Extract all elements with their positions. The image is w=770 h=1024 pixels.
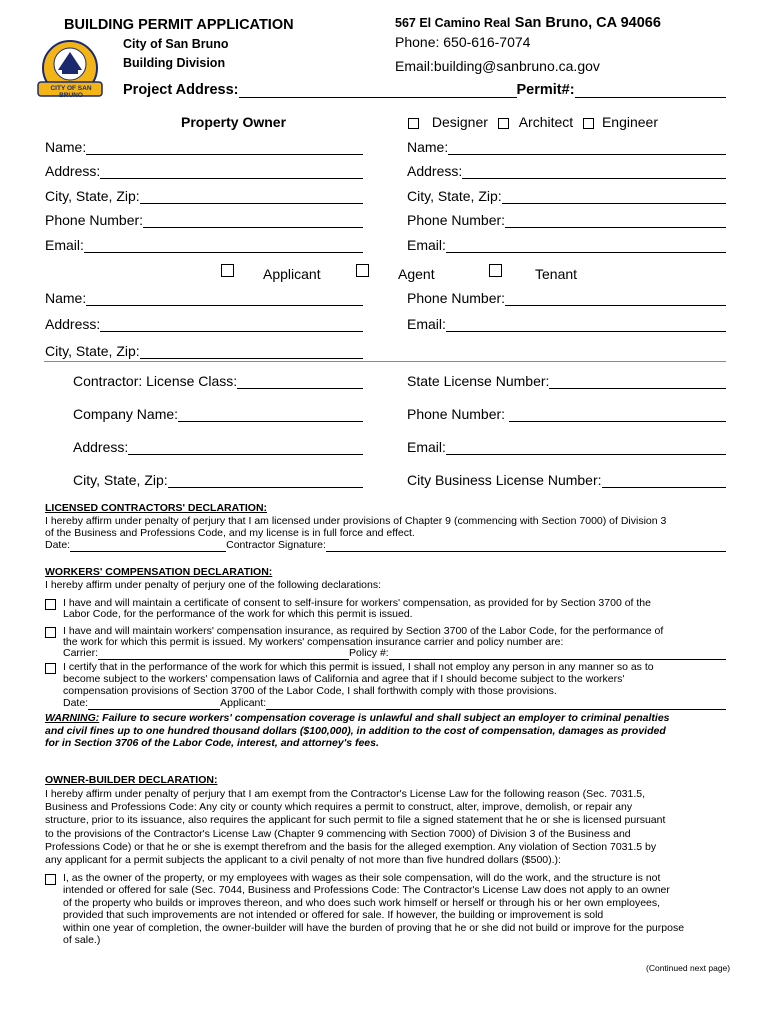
designer-address-row: [407, 163, 726, 179]
state-license-field[interactable]: [549, 374, 726, 389]
owner-decl-heading: OWNER-BUILDER DECLARATION:: [45, 774, 218, 786]
warning-line-1: Failure to secure workers' compensation coverage is unlawful and shall subject an employer to criminal penalties: [99, 712, 670, 724]
tenant-option: Tenant: [535, 266, 578, 282]
contractor-city-label: City, State, Zip:: [73, 472, 168, 488]
owner-phone-label: Phone Number:: [45, 212, 144, 228]
applicant-email-field[interactable]: [446, 317, 726, 332]
warning-line-3: for in Section 3706 of the Labor Code, interest, and attorney's fees.: [45, 737, 379, 750]
applicant-name-label: Name:: [45, 290, 87, 306]
owner-option-line-3: of the property who builds or improves thereon, and who does such work himself or herself or through his or her own employees,: [63, 896, 661, 909]
licensed-decl-heading: LICENSED CONTRACTORS' DECLARATION:: [45, 502, 268, 514]
licensed-date-label: Date:: [45, 539, 71, 551]
designer-email-field[interactable]: [446, 238, 726, 253]
section-divider: [44, 361, 726, 362]
applicant-phone-row: [407, 290, 726, 306]
state-license-label: State License Number:: [407, 373, 550, 389]
designer-options: [408, 114, 658, 130]
contractor-phone-row: [407, 406, 726, 422]
owner-city-row: [45, 188, 363, 204]
self-insure-checkbox[interactable]: [45, 599, 56, 610]
applicant-option: Applicant: [263, 266, 321, 282]
designer-phone-row: [407, 212, 726, 228]
permit-label: Permit#:: [516, 82, 575, 98]
applicant-city-row: [45, 343, 363, 359]
designer-email-row: [407, 237, 726, 253]
applicant-phone-label: Phone Number:: [407, 290, 506, 306]
warning-label: WARNING:: [45, 712, 100, 724]
city-state: San Bruno, CA 94066: [514, 15, 661, 31]
owner-city-label: City, State, Zip:: [45, 188, 140, 204]
designer-name-row: [407, 139, 726, 155]
architect-option: Architect: [518, 114, 574, 130]
applicant-name-row: [45, 290, 363, 306]
city-license-label: City Business License Number:: [407, 472, 602, 488]
owner-option-line-5: within one year of completion, the owner-builder will have the burden of proving that he or she did not build or improve for the purpose: [63, 921, 685, 934]
no-employees-text-3: compensation provisions of Section 3700 of the Labor Code, I shall forthwith comply with those provisions.: [63, 685, 557, 697]
property-owner-heading: Property Owner: [181, 114, 287, 130]
applicant-address-label: Address:: [45, 316, 101, 332]
owner-decl-line-4: to the provisions of the Contractor's License Law (Chapter 9 commencing with Section 7000) of Division 3 of the Business and: [45, 827, 631, 840]
logo-text: CITY OF SAN BRUNO: [50, 85, 92, 99]
policy-label: Policy #:: [349, 647, 389, 659]
applicant-city-field[interactable]: [140, 344, 363, 359]
licensed-decl-text-2: of the Business and Professions Code, and my license is in full force and effect.: [45, 527, 415, 539]
self-insure-text-1: I have and will maintain a certificate of consent to self-insure for workers' compensation, as provided for by Section 3700 of the: [63, 597, 651, 609]
workers-applicant-field[interactable]: [266, 699, 726, 710]
project-address-label: Project Address:: [123, 82, 239, 98]
owner-address-field[interactable]: [100, 164, 363, 179]
owner-builder-checkbox[interactable]: [45, 874, 56, 885]
owner-city-field[interactable]: [140, 189, 363, 204]
office-phone: Phone: 650-616-7074: [395, 34, 531, 50]
insurance-text-1: I have and will maintain workers' compensation insurance, as required by Section 3700 of the Labor Code, for the performance of: [63, 625, 664, 637]
form-title: BUILDING PERMIT APPLICATION: [64, 17, 294, 33]
workers-sign-row: [63, 697, 726, 710]
contractor-address-row: [73, 439, 363, 455]
division-name: Building Division: [123, 56, 226, 70]
agent-checkbox[interactable]: [356, 264, 369, 277]
applicant-phone-field[interactable]: [505, 291, 726, 306]
carrier-field[interactable]: [98, 649, 349, 660]
office-address: [395, 14, 661, 32]
owner-option-line-6: of sale.): [63, 934, 101, 947]
workers-date-label: Date:: [63, 697, 89, 709]
city-name: City of San Bruno: [123, 37, 229, 51]
contractor-city-row: [73, 472, 363, 488]
licensed-decl-text-1: I hereby affirm under penalty of perjury that I am licensed under provisions of Chapter 9 (commencing with Section 7000) of Division 3: [45, 515, 667, 527]
owner-option-line-2: intended or offered for sale (Sec. 7044, Business and Professions Code: The Contractor's License Law does not apply to an owner: [63, 884, 670, 897]
contractor-signature-label: Contractor Signature:: [226, 539, 326, 551]
owner-decl-line-1: I hereby affirm under penalty of perjury that I am exempt from the Contractor's License Law for the following reason (Sec. 7031.5,: [45, 788, 646, 800]
owner-name-field[interactable]: [86, 140, 363, 155]
applicant-email-label: Email:: [407, 316, 446, 332]
city-license-field[interactable]: [602, 473, 726, 488]
owner-email-row: [45, 237, 363, 253]
city-license-row: [407, 472, 726, 488]
designer-phone-field[interactable]: [505, 213, 726, 228]
owner-name-row: [45, 139, 363, 155]
applicant-address-field[interactable]: [100, 317, 363, 332]
owner-phone-field[interactable]: [143, 213, 363, 228]
company-name-label: Company Name:: [73, 406, 179, 422]
insurance-checkbox[interactable]: [45, 627, 56, 638]
company-name-row: [73, 406, 363, 422]
architect-checkbox[interactable]: [498, 118, 509, 129]
continued-note: (Continued next page): [646, 963, 731, 973]
designer-city-label: City, State, Zip:: [407, 188, 502, 204]
designer-email-label: Email:: [407, 237, 446, 253]
warning-text: [45, 712, 735, 750]
contractor-email-field[interactable]: [446, 440, 726, 455]
owner-option-line-1: I, as the owner of the property, or my employees with wages as their sole compensation, will do the work, and the structure is not: [63, 872, 661, 884]
project-address-row: [123, 82, 726, 98]
owner-decl-line-3: structure, prior to its issuance, also requires the applicant for such permit to file a signed statement that he or she is licensed pursuant: [45, 814, 666, 827]
applicant-city-label: City, State, Zip:: [45, 343, 140, 359]
no-employees-text-1: I certify that in the performance of the work for which this permit is issued, I shall not employ any person in any manner so as to: [63, 661, 654, 673]
owner-decl-line-2: Business and Professions Code: Any city or county which requires a permit to construct, alter, improve, demolish, or repair any: [45, 801, 633, 814]
designer-city-row: [407, 188, 726, 204]
designer-address-label: Address:: [407, 163, 463, 179]
carrier-label: Carrier:: [63, 647, 99, 659]
owner-decl-line-6: any applicant for a permit subjects the applicant to a civil penalty of not more than five hundred dollars ($500).):: [45, 854, 561, 867]
no-employees-text-2: become subject to the workers' compensation laws of California and agree that if I should become subject to the workers': [63, 673, 625, 685]
contractor-city-field[interactable]: [168, 473, 363, 488]
workers-applicant-label: Applicant:: [220, 697, 267, 709]
applicant-checkbox[interactable]: [221, 264, 234, 277]
designer-name-field[interactable]: [448, 140, 726, 155]
company-name-field[interactable]: [178, 407, 363, 422]
owner-phone-row: [45, 212, 363, 228]
applicant-address-row: [45, 316, 363, 332]
carrier-row: [63, 647, 726, 660]
designer-city-field[interactable]: [502, 189, 726, 204]
contractor-license-class-row: [73, 373, 363, 389]
owner-name-label: Name:: [45, 139, 87, 155]
contractor-license-class-field[interactable]: [237, 374, 363, 389]
warning-line-2: and civil fines up to one hundred thousand dollars ($100,000), in addition to the cost of compensation, damages as provided: [45, 724, 666, 737]
owner-decl-line-5: Professions Code) or that he or she is exempt therefrom and the basis for the alleged exemption. Any violation of Section 7031.5 by: [45, 840, 657, 853]
licensed-date-field[interactable]: [70, 541, 226, 552]
contractor-phone-label: Phone Number:: [407, 406, 506, 422]
contractor-phone-field[interactable]: [509, 407, 726, 422]
owner-option-line-4: provided that such improvements are not intended or offered for sale. If however, the building or improvement is sold: [63, 909, 604, 922]
owner-address-label: Address:: [45, 163, 101, 179]
no-employees-checkbox[interactable]: [45, 663, 56, 674]
contractor-license-class-label: Contractor: License Class:: [73, 373, 238, 389]
owner-builder-option-text: [63, 872, 684, 946]
policy-field[interactable]: [389, 649, 726, 660]
designer-phone-label: Phone Number:: [407, 212, 506, 228]
owner-email-label: Email:: [45, 237, 84, 253]
contractor-address-field[interactable]: [128, 440, 363, 455]
street-address: 567 El Camino Real: [395, 16, 511, 30]
self-insure-text-2: Labor Code, for the performance of the work for which this permit is issued.: [63, 608, 413, 620]
designer-checkbox[interactable]: [408, 118, 419, 129]
engineer-option: Engineer: [601, 114, 658, 130]
owner-email-field[interactable]: [84, 238, 363, 253]
applicant-name-field[interactable]: [86, 291, 363, 306]
owner-decl-body: [45, 788, 665, 867]
state-license-row: [407, 373, 726, 389]
applicant-email-row: [407, 316, 726, 332]
contractor-email-row: [407, 439, 726, 455]
agent-option: Agent: [398, 266, 435, 282]
workers-date-field[interactable]: [88, 699, 220, 710]
contractor-address-label: Address:: [73, 439, 129, 455]
designer-option: Designer: [431, 114, 488, 130]
licensed-decl-sign-row: [45, 539, 726, 552]
workers-decl-intro: I hereby affirm under penalty of perjury one of the following declarations:: [45, 579, 381, 591]
insurance-text-2: the work for which this permit is issued. My workers' compensation insurance carrier and policy number are:: [63, 636, 564, 648]
office-email: Email:building@sanbruno.ca.gov: [395, 58, 600, 74]
tenant-checkbox[interactable]: [489, 264, 502, 277]
contractor-email-label: Email:: [407, 439, 446, 455]
contractor-signature-field[interactable]: [326, 541, 726, 552]
workers-decl-heading: WORKERS' COMPENSATION DECLARATION:: [45, 566, 273, 578]
owner-address-row: [45, 163, 363, 179]
project-address-field[interactable]: [239, 83, 517, 98]
designer-address-field[interactable]: [462, 164, 726, 179]
designer-name-label: Name:: [407, 139, 449, 155]
engineer-checkbox[interactable]: [583, 118, 594, 129]
permit-number-field[interactable]: [575, 83, 726, 98]
